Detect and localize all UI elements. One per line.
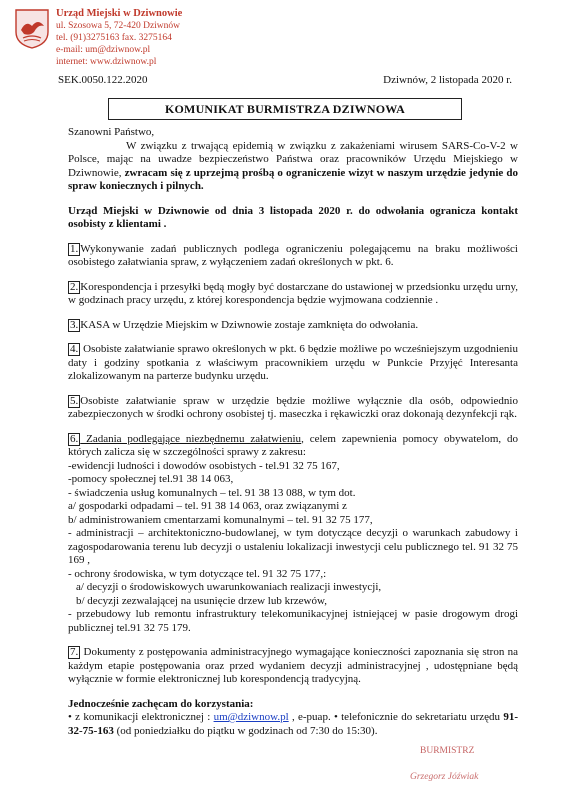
item6-line: -pomocy społecznej tel.91 38 14 063, <box>68 473 234 485</box>
signature-stamp: BURMISTRZ <box>420 746 475 756</box>
office-name: Urząd Miejski w Dziwnowie <box>56 8 183 19</box>
item6-line: a/ decyzji o środowiskowych uwarunkowaniach realizacji inwestycji, <box>76 581 382 593</box>
closing-text-end: (od poniedziałku do piątku w godzinach od 7:30 do 15:30). <box>113 724 378 737</box>
municipal-crest-logo <box>14 8 50 50</box>
item6-intro <box>68 433 518 460</box>
item-number: 6. <box>70 432 79 445</box>
document-body <box>68 126 518 738</box>
intro-paragraph <box>68 140 518 194</box>
list-item-6 <box>68 433 518 636</box>
office-phone: tel. (91)3275163 fax. 3275164 <box>56 33 172 43</box>
document-date: Dziwnów, 2 listopada 2020 r. <box>383 74 512 86</box>
list-item <box>68 395 518 422</box>
signature-name: Grzegorz Jóźwiak <box>410 772 479 782</box>
intro-bold-request: zwracam się z uprzejmą prośbą o ograniczenie wizyt w naszym urzędzie jedynie do spraw koniecznych i pilnych. <box>68 166 518 192</box>
lead-paragraph: Urząd Miejski w Dziwnowie od dnia 3 listopada 2020 r. do odwołania ogranicza kontakt osobisty z klientami . <box>68 204 518 230</box>
closing-heading: Jednocześnie zachęcam do korzystania: <box>68 697 254 710</box>
office-email: e-mail: um@dziwnow.pl <box>56 45 151 55</box>
item-number: 4. <box>70 343 79 355</box>
item6-line: b/ administrowaniem cmentarzami komunalnymi – tel. 91 32 75 177, <box>68 513 373 526</box>
item6-line: -ewidencji ludności i dowodów osobistych - tel.91 32 75 167, <box>68 459 340 472</box>
office-website: internet: www.dziwnow.pl <box>56 57 157 67</box>
item6-line: b/ decyzji zezwalającej na usunięcie drzew lub krzewów, <box>76 594 327 607</box>
item-text: Osobiste załatwianie sprawo określonych w pkt. 6 będzie możliwe po wcześniejszym uzgodnieniu daty i godziny spotkania z właściwym pracownikiem urzędu w Punkcie Przyjęć Interesanta zlokalizowanym na parterze budynku urzędu. <box>68 343 518 382</box>
item6-line: - administracji – architektoniczno-budowlanej, w tym dotyczące decyzji o warunkach zabudowy i zagospodarowania terenu lub decyzji o ustaleniu lokalizacji inwestycji celu publicznego tel. 91 32 75 169 , <box>68 527 518 566</box>
closing-text-mid: , e-puap. • telefonicznie do sekretariatu urzędu <box>288 711 504 723</box>
list-item-7 <box>68 646 518 687</box>
item-text: Dokumenty z postępowania administracyjnego wymagające konieczności zapoznania się stron na każdym etapie postępowania oraz przed wydaniem decyzji administracyjnej , udostępniane będą wyłącznie w formie elektronicznej lub korespondencją tradycyjną. <box>68 646 518 685</box>
item-text: Osobiste załatwianie spraw w urzędzie będzie możliwe wyłącznie dla osób, odpowiednio zabezpieczonych w środki ochrony osobistej tj. maseczka i rękawiczki oraz dokonają dezynfekcji rąk. <box>68 394 518 420</box>
item6-underlined: Zadania podlegające niezbędnemu załatwieniu <box>80 432 302 445</box>
office-address: ul. Szosowa 5, 72-420 Dziwnów <box>56 21 181 31</box>
list-item <box>68 243 518 270</box>
secretariat-phone: 91-32-75-163 <box>68 711 519 737</box>
intro-text: W związku z trwającą epidemią w związku z zakażeniami wirusem SARS-Co-V-2 w Polsce, mając na uwadze bezpieczeństwo Państwa oraz pracowników Urzędu Miejskiego w Dziwnowie, <box>68 139 518 179</box>
closing-contacts <box>68 711 518 738</box>
closing-text-start: • z komunikacji elektronicznej : <box>68 711 214 723</box>
item-text: Korespondencja i przesyłki będą mogły być dostarczane do ustawionej w przedsionku urzędu urny, w godzinach pracy urzędu, z której korespondencja będzie wyjmowana codziennie . <box>68 280 518 306</box>
item-number: 7. <box>70 646 79 658</box>
item-number: 3. <box>70 318 79 331</box>
item-number: 2. <box>70 280 79 293</box>
item6-line: - ochrony środowiska, w tym dotyczące tel. 91 32 75 177,: <box>68 567 327 580</box>
item6-line: - świadczenia usług komunalnych – tel. 91 38 13 088, w tym dot. <box>68 486 356 499</box>
greeting: Szanowni Państwo, <box>68 126 155 138</box>
item-text: Wykonywanie zadań publicznych podlega ograniczeniu polegającemu na braku możliwości osobistego załatwiania spraw, z wyłączeniem zadań określonych w pkt. 6. <box>68 242 518 268</box>
item6-rest: , celem zapewnienia pomocy obywatelom, do których zalicza się w szczególności sprawy z zakresu: <box>68 432 518 458</box>
item6-line: a/ gospodarki odpadami – tel. 91 38 14 063, oraz związanymi z <box>68 500 347 512</box>
item-text: KASA w Urzędzie Miejskim w Dziwnowie zostaje zamknięta do odwołania. <box>80 318 419 331</box>
list-item <box>68 343 518 384</box>
list-item <box>68 281 518 308</box>
list-item <box>68 319 518 333</box>
email-link[interactable]: um@dziwnow.pl <box>213 711 289 723</box>
letterhead <box>56 8 182 68</box>
document-title: KOMUNIKAT BURMISTRZA DZIWNOWA <box>108 98 462 120</box>
reference-number: SEK.0050.122.2020 <box>58 74 148 86</box>
item-number: 5. <box>70 394 79 407</box>
item-number: 1. <box>70 242 79 255</box>
item6-line: - przebudowy lub remontu infrastruktury telekomunikacyjnej istniejącej w pasie drogowym drogi publicznej tel.91 32 75 179. <box>68 608 518 634</box>
